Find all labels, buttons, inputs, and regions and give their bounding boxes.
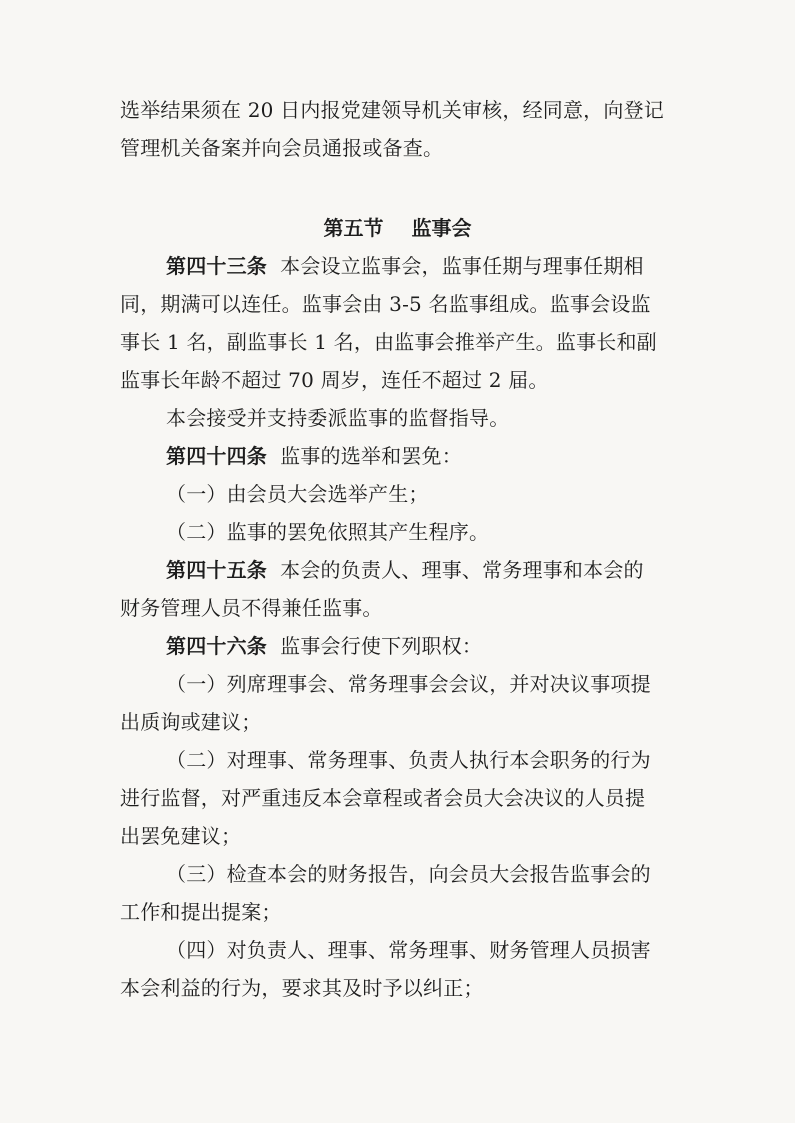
article-45-line-2: 财务管理人员不得兼任监事。	[120, 596, 383, 620]
section-title	[120, 218, 675, 256]
article-43-label: 第四十三条	[166, 254, 267, 278]
intro-line-1: 选举结果须在 20 日内报党建领导机关审核，经同意，向登记	[120, 98, 664, 122]
article-46-item-4-line-2: 本会利益的行为，要求其及时予以纠正；	[120, 976, 484, 1000]
article-46-item-4-line-1: （四）对负责人、理事、常务理事、财务管理人员损害	[166, 938, 651, 962]
article-46-label: 第四十六条	[166, 634, 267, 658]
article-44-item-1: （一）由会员大会选举产生；	[166, 482, 429, 506]
article-45-text-1: 本会的负责人、理事、常务理事和本会的	[280, 558, 644, 582]
article-43-text-1: 本会设立监事会，监事任期与理事任期相	[280, 254, 644, 278]
article-43-line-3: 事长 1 名，副监事长 1 名，由监事会推举产生。监事长和副	[120, 330, 657, 354]
article-46-item-1-line-2: 出质询或建议；	[120, 710, 262, 734]
article-44-item-2: （二）监事的罢免依照其产生程序。	[166, 520, 490, 544]
article-43-para-2: 本会接受并支持委派监事的监督指导。	[166, 406, 510, 430]
intro-line-2: 管理机关备案并向会员通报或备查。	[120, 136, 444, 160]
article-43-line-1	[120, 256, 675, 294]
article-46-item-2-line-3: 出罢免建议；	[120, 824, 242, 848]
article-43-line-4: 监事长年龄不超过 70 周岁，连任不超过 2 届。	[120, 368, 549, 392]
article-45-line-1	[120, 560, 675, 598]
article-46-line-1	[120, 636, 675, 674]
article-46-item-2-line-2: 进行监督，对严重违反本会章程或者会员大会决议的人员提	[120, 786, 646, 810]
article-46-item-3-line-2: 工作和提出提案；	[120, 900, 282, 924]
section-number: 第五节	[323, 216, 384, 240]
article-44-line-1	[120, 446, 675, 484]
article-46-text: 监事会行使下列职权：	[280, 634, 483, 658]
article-46-item-3-line-1: （三）检查本会的财务报告，向会员大会报告监事会的	[166, 862, 651, 886]
article-44-label: 第四十四条	[166, 444, 267, 468]
article-44-text: 监事的选举和罢免：	[280, 444, 462, 468]
document-body	[120, 100, 675, 1016]
article-45-label: 第四十五条	[166, 558, 267, 582]
article-46-item-2-line-1: （二）对理事、常务理事、负责人执行本会职务的行为	[166, 748, 651, 772]
article-43-line-2: 同，期满可以连任。监事会由 3-5 名监事组成。监事会设监	[120, 292, 651, 316]
section-name: 监事会	[411, 216, 472, 240]
article-46-item-1-line-1: （一）列席理事会、常务理事会会议，并对决议事项提	[166, 672, 651, 696]
